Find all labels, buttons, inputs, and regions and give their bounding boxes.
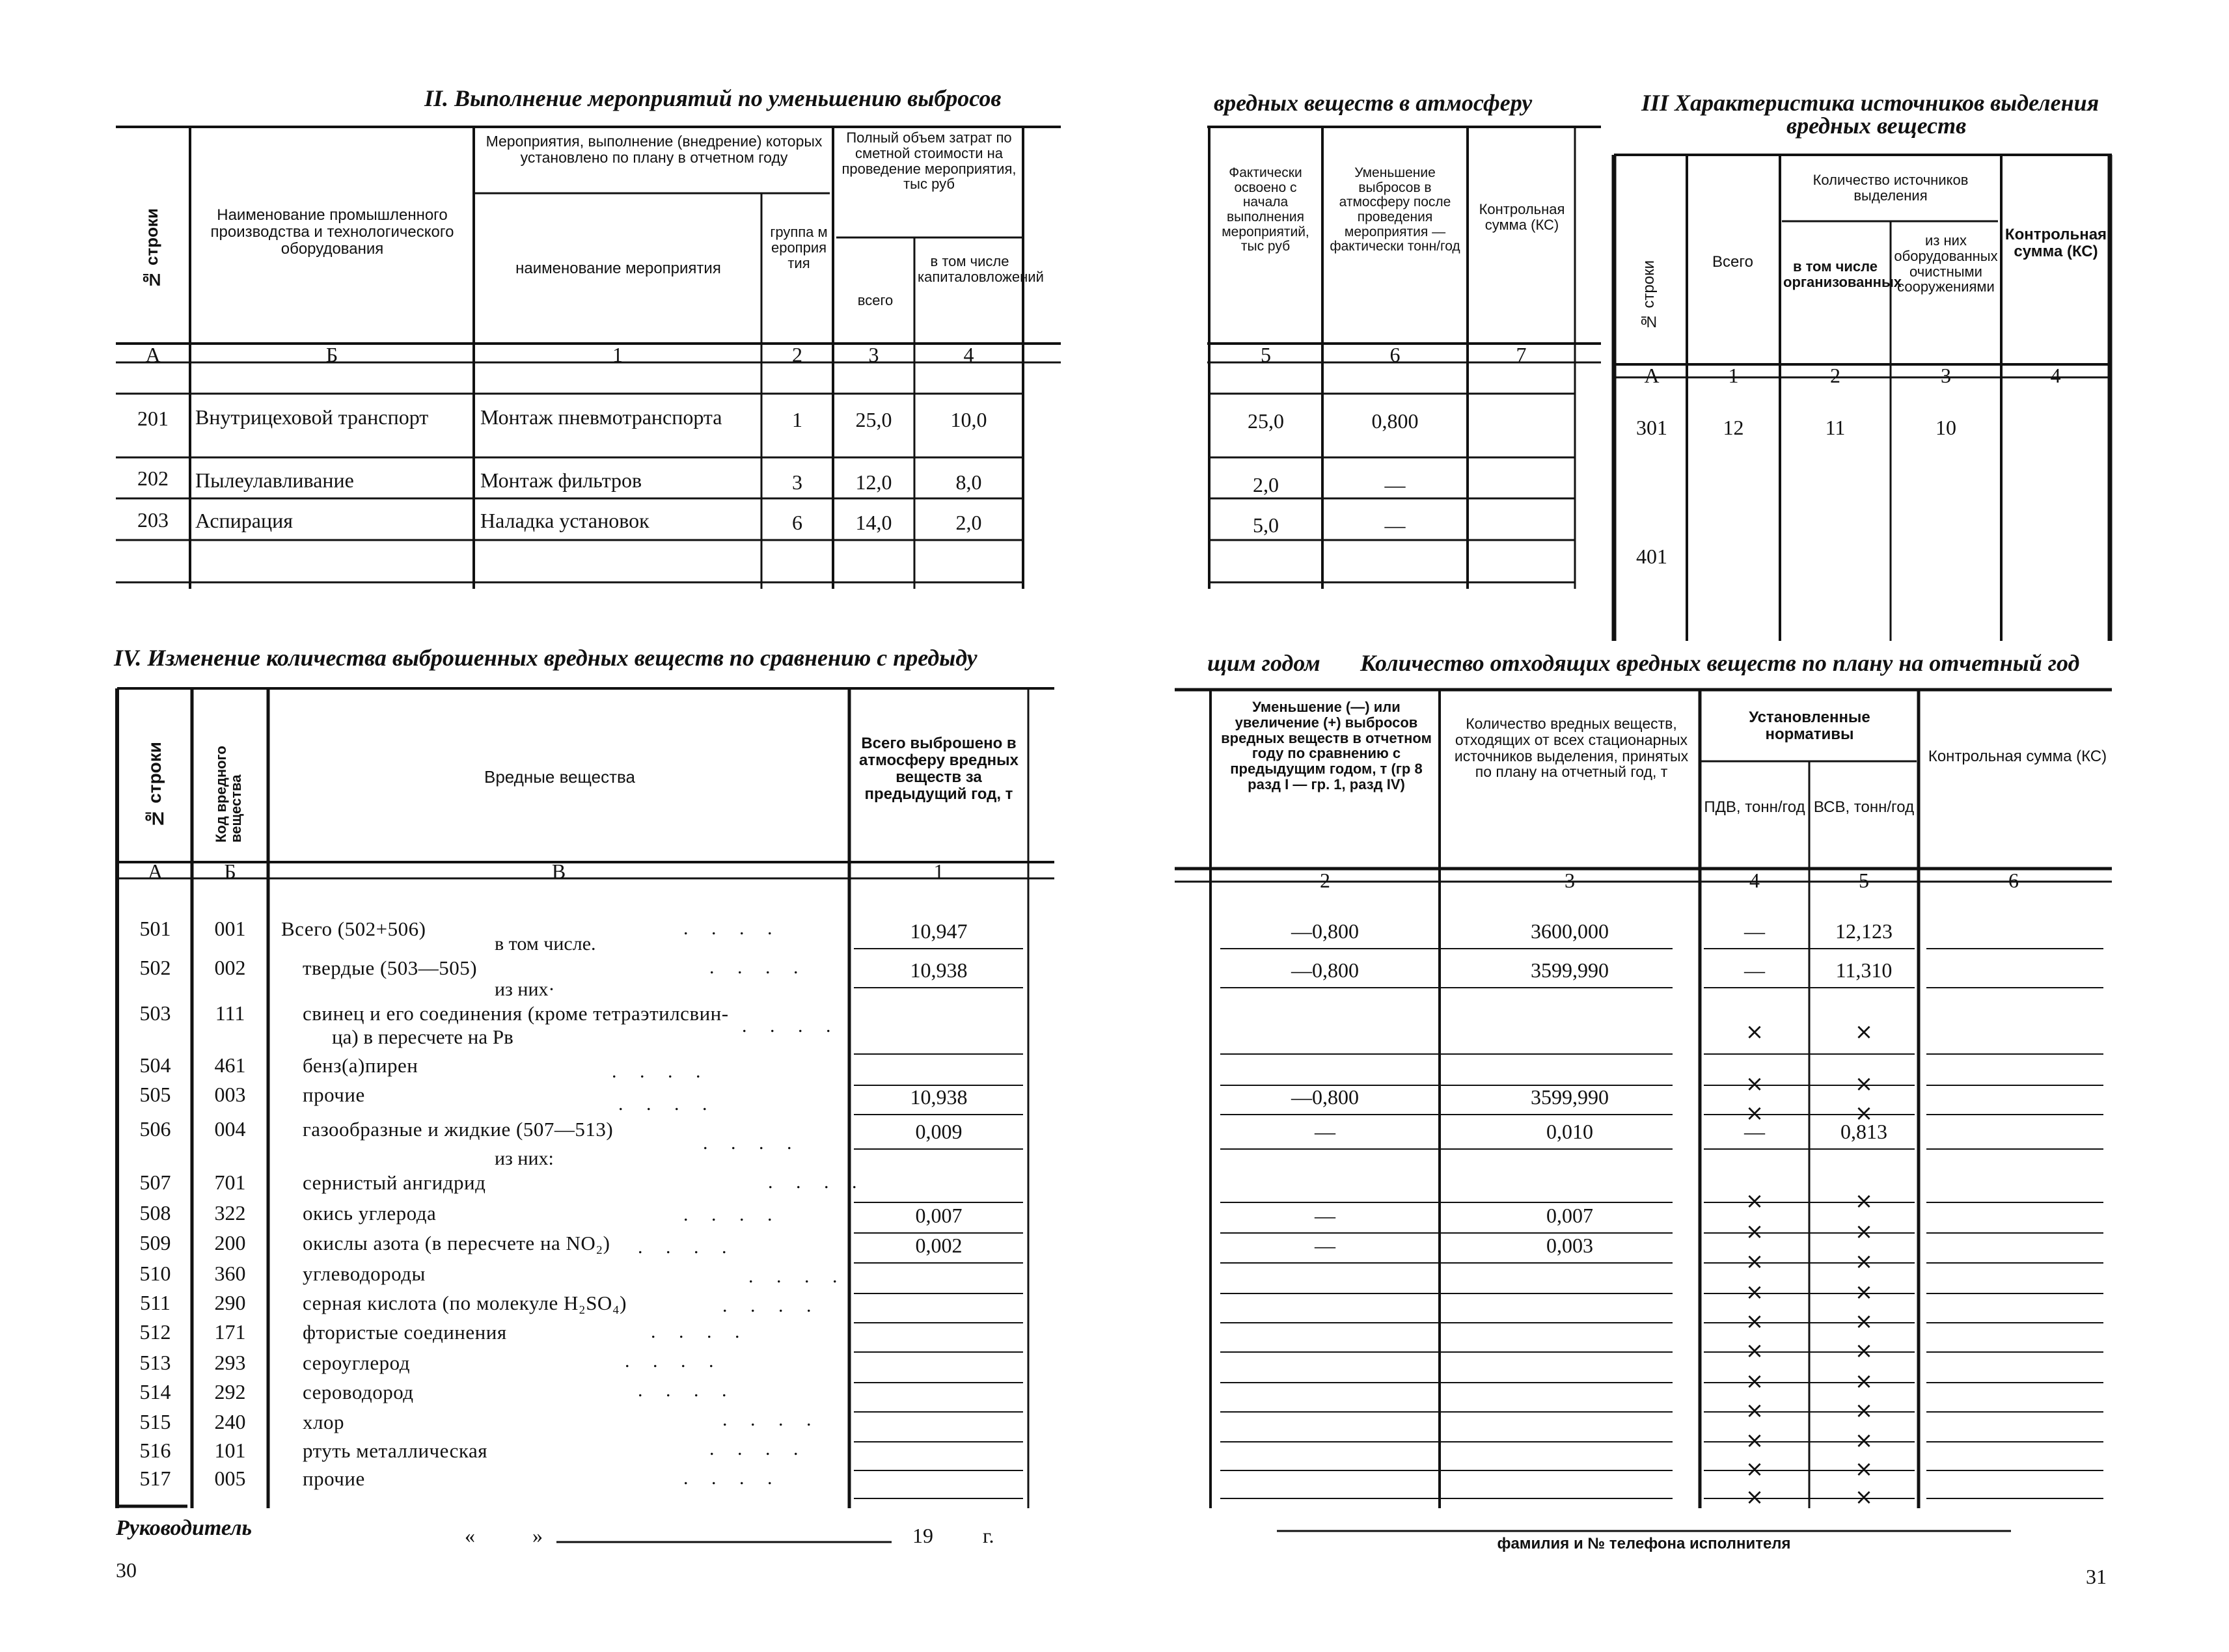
s2-row-capital: 2,0 xyxy=(955,511,982,534)
s4-code-v: В xyxy=(551,860,566,883)
s2-row-name: Пылеулавливание xyxy=(195,468,354,492)
s4-row-no: 503 xyxy=(139,1001,171,1025)
s2c-row-actual: 25,0 xyxy=(1248,409,1284,433)
s4-row-no: 510 xyxy=(139,1262,171,1285)
s4c-row-vsv: 11,310 xyxy=(1835,958,1893,982)
s2-row-name: Внутрицеховой транспорт xyxy=(195,405,429,429)
s4-row-value: 0,002 xyxy=(915,1234,963,1257)
footer-quote-open: « xyxy=(465,1524,475,1547)
s4-row-code: 322 xyxy=(214,1201,246,1225)
s4-row-no: 507 xyxy=(139,1171,171,1194)
s2-row-group: 1 xyxy=(792,408,802,431)
s2-header-total: всего xyxy=(857,292,894,308)
s4-row-no: 502 xyxy=(139,956,171,979)
s4-row-no: 504 xyxy=(139,1053,171,1077)
footer-year-suffix: г. xyxy=(983,1524,994,1547)
s4c-row-pdv: × xyxy=(1745,1279,1764,1305)
s4c-code-2: 2 xyxy=(1320,869,1330,892)
s4-row-code: 101 xyxy=(214,1439,246,1462)
s4c-header-planned: Количество вредных веществ, отходящих от всех стационарных источников выделения, принятых по плану на отчетный год, т xyxy=(1454,715,1689,781)
s4-row-no: 516 xyxy=(139,1439,171,1462)
s4-row-no: 509 xyxy=(139,1231,171,1254)
s4c-row-vsv: × xyxy=(1854,1188,1874,1214)
s4c-row-vsv: × xyxy=(1854,1398,1874,1424)
s4c-row-planned: 3599,990 xyxy=(1531,1085,1609,1109)
footer-manager: Руководитель xyxy=(116,1516,253,1540)
s3-header-row-no: № строки xyxy=(1640,260,1658,331)
s4-row-code: 293 xyxy=(214,1351,246,1374)
s3-header-organized: в том числе организованных xyxy=(1783,258,1902,290)
s4-row-substance: сероводород xyxy=(303,1381,414,1403)
s4-row-substance: ртуть металлическая xyxy=(303,1439,488,1462)
s4-row-substance: прочие xyxy=(303,1467,365,1490)
s4c-row-vsv: × xyxy=(1854,1428,1874,1454)
s4c-row-pdv: × xyxy=(1745,1308,1764,1334)
s2-row-capital: 10,0 xyxy=(950,408,987,431)
s2-row-no: 202 xyxy=(137,467,169,490)
s4c-row-change: — xyxy=(1315,1204,1335,1227)
s4c-code-4: 4 xyxy=(1749,869,1760,892)
s2-row-group: 6 xyxy=(792,511,802,534)
section4-cont-title-b: Количество отходящих вредных веществ по плану на отчетный год xyxy=(1360,650,2080,676)
s4c-row-planned: 3599,990 xyxy=(1531,958,1609,982)
s3-row-no: 301 xyxy=(1636,416,1667,439)
dot-leader: . . . . xyxy=(683,1467,782,1489)
s2-row-measure: Наладка установок xyxy=(480,509,650,532)
s4-row-no: 508 xyxy=(139,1201,171,1225)
s2-row-capital: 8,0 xyxy=(955,470,982,494)
section4-title: IV. Изменение количества выброшенных вредных веществ по сравнению с предыду xyxy=(114,645,978,671)
s4-row-no: 511 xyxy=(140,1291,171,1314)
s4-row-substance: углеводороды xyxy=(303,1262,426,1285)
s2-row-no: 203 xyxy=(137,508,169,532)
s3-row-total: 12 xyxy=(1723,416,1744,439)
s4-row-no: 512 xyxy=(139,1320,171,1344)
s4-row-prefix: в том числе. xyxy=(495,933,596,955)
s4-row-no: 513 xyxy=(139,1351,171,1374)
s4-row-code: 004 xyxy=(214,1117,246,1141)
s4c-code-5: 5 xyxy=(1859,869,1869,892)
s4-row-value: 0,009 xyxy=(915,1120,963,1143)
s4-row-code: 290 xyxy=(214,1291,246,1314)
s4-row-no: 501 xyxy=(139,917,171,940)
s4c-row-planned: 0,007 xyxy=(1546,1204,1593,1227)
s2-code-4: 4 xyxy=(963,343,974,366)
s4c-row-pdv: × xyxy=(1745,1219,1764,1245)
footer-year: 19 xyxy=(912,1524,933,1547)
s4c-row-pdv: × xyxy=(1745,1368,1764,1394)
s3-header-checksum: Контрольная сумма (КС) xyxy=(2004,226,2107,260)
s4-row-code: 292 xyxy=(214,1380,246,1403)
section2-cont-title: вредных веществ в атмосферу xyxy=(1214,90,1533,116)
s4-code-1: 1 xyxy=(933,860,944,883)
s3-row-equipped: 10 xyxy=(1935,416,1956,439)
s4-row-substance: прочие xyxy=(303,1083,365,1106)
dot-leader: . . . . xyxy=(703,1132,801,1154)
s2-header-name: Наименование промышленного производства и технологического оборудования xyxy=(210,206,454,258)
s2-header-measure-name: наименование мероприятия xyxy=(515,260,721,277)
dot-leader: . . . . xyxy=(625,1350,723,1372)
s4-row-code: 005 xyxy=(214,1467,246,1490)
dot-leader: . . . . xyxy=(742,1015,840,1036)
s4-row-no: 506 xyxy=(139,1117,171,1141)
s2-header-capital: в том числе капиталовложений xyxy=(918,253,1044,285)
s4c-row-vsv: 12,123 xyxy=(1835,919,1893,943)
s2c-header-checksum: Контрольная сумма (КС) xyxy=(1479,201,1565,233)
s2-code-a: А xyxy=(145,343,161,366)
s4-row-substance: твердые (503—505) xyxy=(303,956,478,979)
footer-executor: фамилия и № телефона исполнителя xyxy=(1497,1535,1791,1552)
s3-code-1: 1 xyxy=(1728,364,1739,387)
s4c-row-planned: 3600,000 xyxy=(1531,919,1609,943)
s4c-row-vsv: × xyxy=(1854,1071,1874,1097)
s4-row-no: 514 xyxy=(139,1380,171,1403)
s2-code-3: 3 xyxy=(868,343,879,366)
dot-leader: . . . . xyxy=(722,1409,821,1430)
s4c-row-pdv: × xyxy=(1745,1249,1764,1275)
dot-leader: . . . . xyxy=(612,1061,710,1082)
s3-row-no: 401 xyxy=(1636,545,1667,568)
s4c-row-pdv: — xyxy=(1744,958,1765,982)
dot-leader: . . . . xyxy=(651,1321,749,1342)
s3-header-total: Всего xyxy=(1712,253,1753,271)
s4c-row-change: —0,800 xyxy=(1291,919,1359,943)
s4-row-code: 001 xyxy=(214,917,246,940)
s4c-row-vsv: × xyxy=(1854,1368,1874,1394)
footer-quote-close: » xyxy=(532,1524,543,1547)
s4-row-value: 10,938 xyxy=(910,958,968,982)
s4-row-substance: газообразные и жидкие (507—513) xyxy=(303,1118,614,1141)
dot-leader: . . . . xyxy=(683,917,782,939)
s4c-row-pdv: × xyxy=(1745,1188,1764,1214)
s4c-row-planned: 0,003 xyxy=(1546,1234,1593,1257)
s2-row-group: 3 xyxy=(792,470,802,494)
s4c-row-vsv: × xyxy=(1854,1249,1874,1275)
s4-row-prefix: из них· xyxy=(495,979,555,1000)
s3-code-2: 2 xyxy=(1830,364,1840,387)
s4-row-substance: бенз(а)пирен xyxy=(303,1054,418,1077)
s2-header-row-no: № строки xyxy=(142,208,161,290)
s2c-code-6: 6 xyxy=(1389,343,1401,366)
s4-row-substance: серная кислота (по молекуле H₂SO₄) xyxy=(303,1292,627,1314)
s4-row-code: 701 xyxy=(214,1171,246,1194)
s2c-code-7: 7 xyxy=(1516,343,1527,366)
s4c-row-vsv: × xyxy=(1854,1019,1874,1045)
s4-row-substance-cont: ца) в пересчете на Рв xyxy=(332,1025,513,1048)
s2c-header-reduction: Уменьшение выбросов в атмосферу после проведения мероприятия — фактически тонн/год xyxy=(1330,165,1460,254)
s4c-row-vsv: × xyxy=(1854,1308,1874,1334)
s4c-header-pdv: ПДВ, тонн/год xyxy=(1704,798,1805,816)
section2-title: II. Выполнение мероприятий по уменьшению выбросов xyxy=(424,85,1002,111)
s4c-row-vsv: × xyxy=(1854,1100,1874,1126)
s2c-header-actual: Фактически освоено с начала выполнения мероприятий, тыс руб xyxy=(1222,165,1309,254)
s4c-row-planned: 0,010 xyxy=(1546,1120,1593,1143)
dot-leader: . . . . xyxy=(768,1171,866,1193)
s2-row-no: 201 xyxy=(137,407,169,430)
s2-row-measure: Монтаж фильтров xyxy=(480,468,642,492)
s4-row-code: 171 xyxy=(214,1320,246,1344)
s4c-row-pdv: × xyxy=(1745,1071,1764,1097)
s4c-row-pdv: × xyxy=(1745,1100,1764,1126)
s4-header-total-prev: Всего выброшено в атмосферу вредных веществ за предыдущий год, т xyxy=(859,735,1019,803)
s4-row-code: 002 xyxy=(214,956,246,979)
s4c-header-change: Уменьшение (—) или увеличение (+) выбросов вредных веществ в отчетном году по сравнению с предыдущим годом, т (гр 8 разд I — гр. 1, разд IV) xyxy=(1221,699,1432,792)
s2-row-measure: Монтаж пневмотранспорта xyxy=(480,405,722,429)
s4-code-a: А xyxy=(147,860,163,883)
s4-row-no: 517 xyxy=(139,1467,171,1490)
s4c-header-checksum: Контрольная сумма (КС) xyxy=(1928,748,2107,765)
s4-row-substance: окислы азота (в пересчете на NO₂) xyxy=(303,1232,610,1254)
s4c-row-vsv: 0,813 xyxy=(1840,1120,1887,1143)
s3-row-organized: 11 xyxy=(1825,416,1846,439)
dot-leader: . . . . xyxy=(638,1236,736,1258)
s4c-row-pdv: × xyxy=(1745,1456,1764,1482)
dot-leader: . . . . xyxy=(683,1204,782,1225)
s4-row-prefix: из них: xyxy=(495,1148,554,1169)
s3-header-equipped: из них оборудованных очистными сооружениями xyxy=(1894,232,1998,295)
s4-row-code: 200 xyxy=(214,1231,246,1254)
page-number-left: 30 xyxy=(116,1558,137,1582)
s4c-row-change: —0,800 xyxy=(1291,1085,1359,1109)
s4-header-row-no: № строки xyxy=(144,742,165,829)
s4-row-substance: фтористые соединения xyxy=(303,1321,507,1344)
s4-row-value: 10,947 xyxy=(910,919,968,943)
s3-header-count: Количество источников выделения xyxy=(1812,172,1969,204)
s2c-row-reduction: 0,800 xyxy=(1371,409,1419,433)
s4c-row-vsv: × xyxy=(1854,1279,1874,1305)
s4-row-substance: сернистый ангидрид xyxy=(303,1171,486,1194)
s2c-row-actual: 2,0 xyxy=(1253,473,1279,496)
s4-row-substance: свинец и его соединения (кроме тетраэтилсвин- xyxy=(303,1002,729,1025)
s4c-row-vsv: × xyxy=(1854,1456,1874,1482)
s2c-row-reduction: — xyxy=(1384,473,1406,496)
s4c-row-vsv: × xyxy=(1854,1484,1874,1510)
s4-row-code: 240 xyxy=(214,1410,246,1433)
s4-row-code: 461 xyxy=(214,1053,246,1077)
s4-row-substance: окись углерода xyxy=(303,1202,437,1225)
s3-code-3: 3 xyxy=(1941,364,1951,387)
s4-row-code: 360 xyxy=(214,1262,246,1285)
s2c-code-5: 5 xyxy=(1261,343,1271,366)
s3-code-4: 4 xyxy=(2050,364,2061,387)
s4-row-no: 515 xyxy=(139,1410,171,1433)
s2-header-cost: Полный объем затрат по сметной стоимости на проведение мероприятия, тыс руб xyxy=(841,129,1017,193)
s2c-row-actual: 5,0 xyxy=(1253,513,1279,537)
s2-row-total: 14,0 xyxy=(855,511,892,534)
s2-header-measures: Мероприятия, выполнение (внедрение) которых установлено по плану в отчетном году xyxy=(485,133,823,166)
s4c-row-pdv: × xyxy=(1745,1019,1764,1045)
s2c-row-reduction: — xyxy=(1384,513,1406,537)
s4-header-code: Код вредного вещества xyxy=(213,746,245,843)
s4-row-substance: Всего (502+506) xyxy=(281,917,426,940)
s4c-header-norms: Установленные нормативы xyxy=(1749,709,1870,743)
s4-row-value: 0,007 xyxy=(915,1204,963,1227)
s4c-row-pdv: × xyxy=(1745,1398,1764,1424)
s2-row-total: 12,0 xyxy=(855,470,892,494)
s4c-row-pdv: — xyxy=(1744,1120,1765,1143)
s4c-row-vsv: × xyxy=(1854,1338,1874,1364)
s4c-row-change: —0,800 xyxy=(1291,958,1359,982)
s4c-header-vsv: ВСВ, тонн/год xyxy=(1813,798,1915,816)
s4c-row-change: — xyxy=(1315,1234,1335,1257)
s2-row-total: 25,0 xyxy=(855,408,892,431)
page-number-right: 31 xyxy=(2086,1565,2107,1588)
s4c-row-pdv: × xyxy=(1745,1484,1764,1510)
s4-code-b: Б xyxy=(224,860,236,883)
s2-row-name: Аспирация xyxy=(195,509,293,532)
s4c-code-6: 6 xyxy=(2008,869,2019,892)
s4c-code-3: 3 xyxy=(1565,869,1575,892)
s4-row-code: 111 xyxy=(215,1001,245,1025)
s2-header-group: группа мероприятия xyxy=(770,224,828,271)
section3-title: III Характеристика источников выделения xyxy=(1641,90,2099,116)
s4c-row-pdv: — xyxy=(1744,919,1765,943)
s4c-row-vsv: × xyxy=(1854,1219,1874,1245)
dot-leader: . . . . xyxy=(748,1266,847,1287)
s2-code-1: 1 xyxy=(612,343,623,366)
s2-code-b: Б xyxy=(325,343,338,366)
s4c-row-pdv: × xyxy=(1745,1338,1764,1364)
s4c-row-change: — xyxy=(1315,1120,1335,1143)
dot-leader: . . . . xyxy=(709,956,808,978)
section4-cont-title-a: щим годом xyxy=(1207,650,1320,676)
s2-code-2: 2 xyxy=(792,343,802,366)
s4-row-substance: хлор xyxy=(303,1411,344,1433)
dot-leader: . . . . xyxy=(722,1295,821,1316)
s4-row-value: 10,938 xyxy=(910,1085,968,1109)
s4-header-substances: Вредные вещества xyxy=(484,767,636,787)
dot-leader: . . . . xyxy=(709,1438,808,1459)
s4-row-code: 003 xyxy=(214,1083,246,1106)
s4-row-substance: сероуглерод xyxy=(303,1351,410,1374)
section3-title-2: вредных веществ xyxy=(1786,113,1967,139)
s3-code-a: А xyxy=(1644,364,1660,387)
s4-row-no: 505 xyxy=(139,1083,171,1106)
s4c-row-pdv: × xyxy=(1745,1428,1764,1454)
dot-leader: . . . . xyxy=(638,1379,736,1401)
dot-leader: . . . . xyxy=(618,1093,717,1115)
